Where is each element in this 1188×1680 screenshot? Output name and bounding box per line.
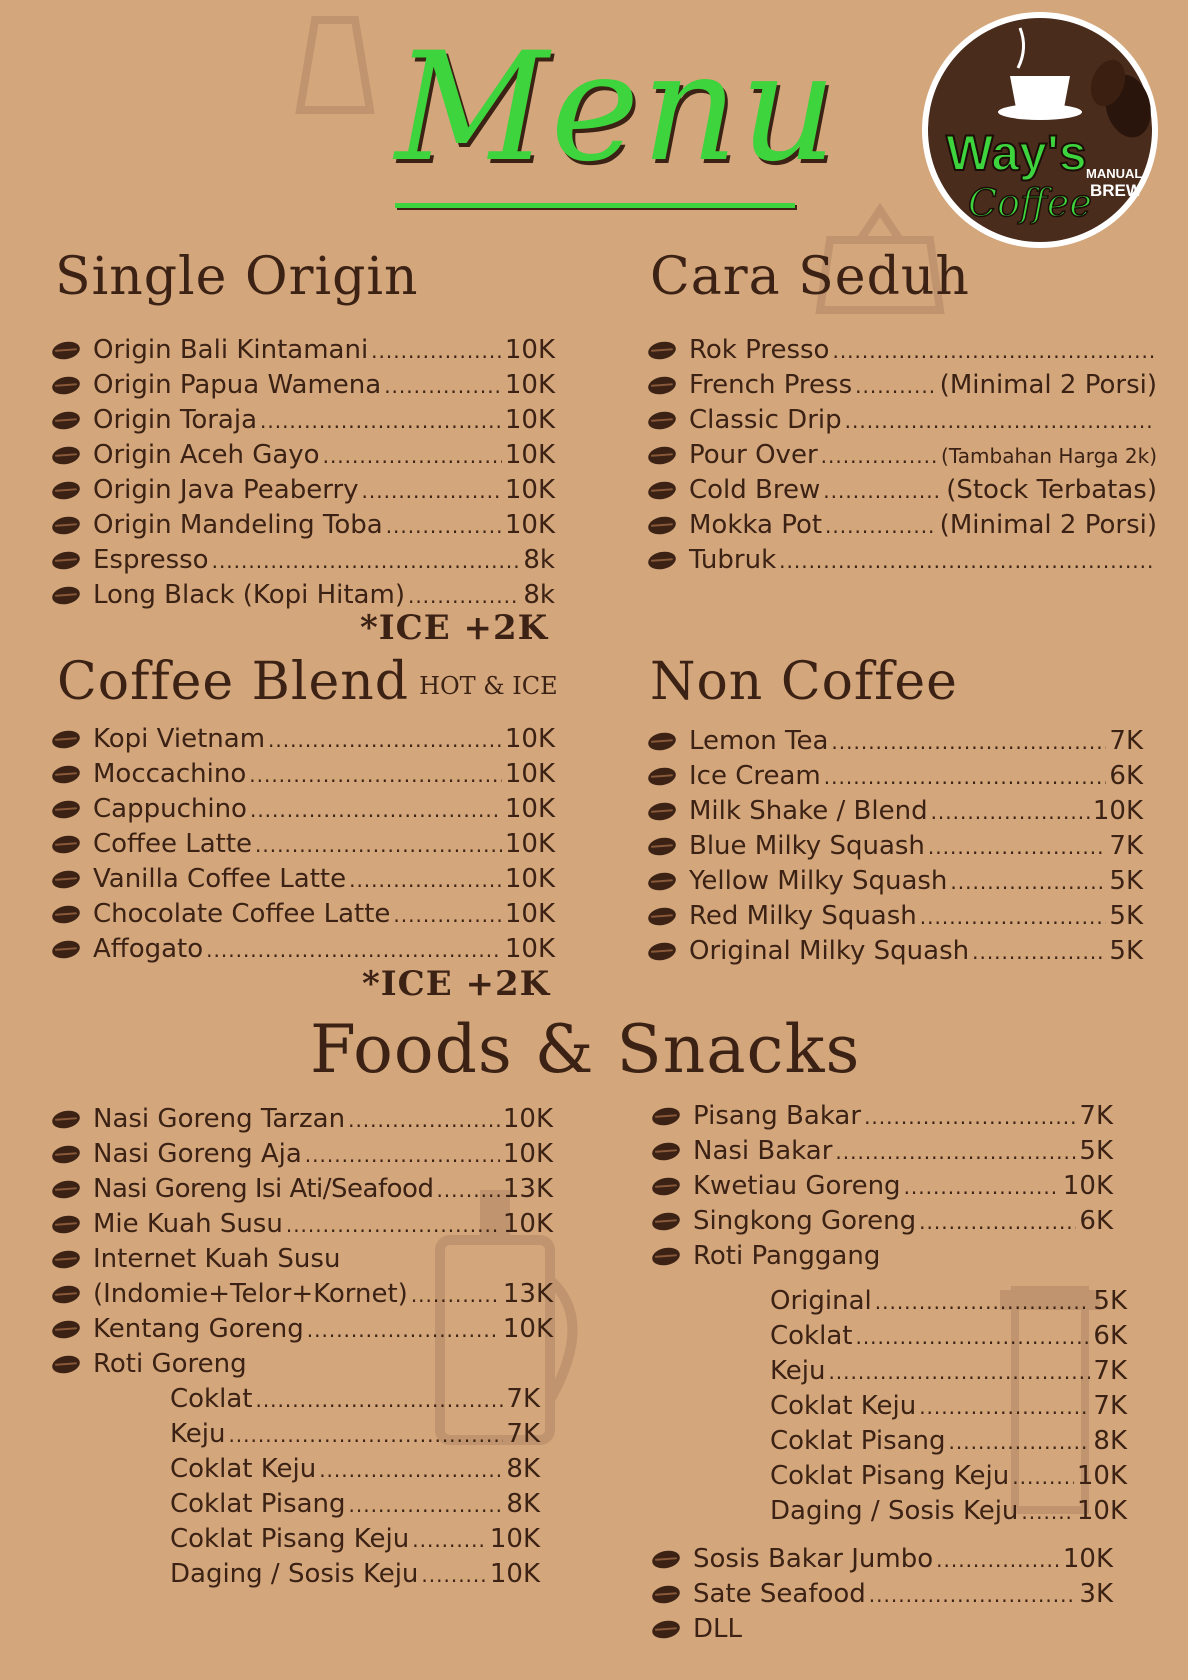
menu-subitem xyxy=(770,1459,1127,1494)
dot-leader xyxy=(307,1313,500,1348)
dot-leader xyxy=(828,1355,1090,1390)
item-name: Origin Mandeling Toba xyxy=(93,510,383,540)
menu-item xyxy=(93,403,555,438)
item-name: Espresso xyxy=(93,545,209,575)
dot-leader xyxy=(928,830,1107,865)
single-origin-list xyxy=(93,333,555,613)
coffee-bean-icon xyxy=(51,514,82,536)
menu-item xyxy=(93,543,555,578)
dot-leader xyxy=(835,1135,1076,1170)
item-price: 7K xyxy=(1093,1356,1127,1386)
item-name: French Press xyxy=(689,370,853,400)
dot-leader xyxy=(206,933,502,968)
item-name: Affogato xyxy=(93,934,204,964)
coffee-bean-icon xyxy=(51,409,82,431)
menu-item xyxy=(93,827,555,862)
item-name: Cappuchino xyxy=(93,794,247,824)
item-name: Red Milky Squash xyxy=(689,901,917,931)
menu-item xyxy=(693,1134,1113,1169)
menu-item xyxy=(93,1347,553,1382)
dot-leader xyxy=(362,474,502,509)
item-name: Tubruk xyxy=(689,545,777,575)
coffee-bean-icon xyxy=(651,1548,682,1570)
coffee-bean-icon xyxy=(647,549,678,571)
item-name: Origin Toraja xyxy=(93,405,257,435)
dot-leader xyxy=(436,1173,499,1208)
menu-item xyxy=(693,1099,1113,1134)
item-note: (Tambahan Harga 2k) xyxy=(941,444,1157,468)
item-price: 6K xyxy=(1079,1206,1113,1236)
dot-leader xyxy=(864,1100,1076,1135)
dot-leader xyxy=(393,898,501,933)
coffee-bean-icon xyxy=(651,1210,682,1232)
item-name: Mokka Pot xyxy=(689,510,823,540)
item-name: Coklat xyxy=(170,1384,253,1414)
item-name: Vanilla Coffee Latte xyxy=(93,864,347,894)
item-name: Blue Milky Squash xyxy=(689,831,925,861)
item-name: Nasi Bakar xyxy=(693,1136,833,1166)
menu-item xyxy=(689,724,1143,759)
menu-item xyxy=(689,864,1143,899)
dot-leader xyxy=(936,1543,1060,1578)
coffee-bean-icon xyxy=(647,870,678,892)
item-price: 5K xyxy=(1079,1136,1113,1166)
item-name: Sate Seafood xyxy=(693,1579,866,1609)
item-name: Nasi Goreng Aja xyxy=(93,1139,302,1169)
item-note: (Stock Terbatas) xyxy=(946,475,1157,505)
coffee-bean-icon xyxy=(647,444,678,466)
menu-subitem xyxy=(770,1284,1127,1319)
item-name: DLL xyxy=(693,1614,742,1644)
item-name: Daging / Sosis Keju xyxy=(770,1496,1019,1526)
menu-item xyxy=(93,1207,553,1242)
coffee-bean-icon xyxy=(51,938,82,960)
coffee-blend-list xyxy=(93,722,555,967)
coffee-bean-icon xyxy=(51,479,82,501)
menu-subitem xyxy=(170,1452,540,1487)
menu-item xyxy=(689,403,1157,438)
coffee-bean-icon xyxy=(647,339,678,361)
menu-subitem xyxy=(170,1522,540,1557)
coffee-blend-subtitle: HOT & ICE xyxy=(419,671,558,700)
dot-leader xyxy=(268,723,502,758)
item-price: 6K xyxy=(1109,761,1143,791)
menu-item xyxy=(93,722,555,757)
menu-item xyxy=(93,438,555,473)
item-price: 10K xyxy=(1062,1171,1113,1201)
menu-subitem xyxy=(170,1557,540,1592)
non-coffee-list xyxy=(689,724,1143,969)
dot-leader xyxy=(904,1170,1060,1205)
item-name: Origin Java Peaberry xyxy=(93,475,359,505)
item-name: Kentang Goreng xyxy=(93,1314,304,1344)
menu-item xyxy=(93,368,555,403)
item-price: 10K xyxy=(1076,1496,1127,1526)
menu-item xyxy=(93,1277,553,1312)
dot-leader xyxy=(845,404,1154,439)
item-name: Internet Kuah Susu xyxy=(93,1244,341,1274)
coffee-bean-icon xyxy=(647,800,678,822)
item-name: Lemon Tea xyxy=(689,726,829,756)
dot-leader xyxy=(411,1278,500,1313)
coffee-bean-icon xyxy=(647,730,678,752)
item-name: Coklat Pisang Keju xyxy=(170,1524,410,1554)
item-price: 5K xyxy=(1109,866,1143,896)
dot-leader xyxy=(831,725,1106,760)
item-price: 10K xyxy=(502,1104,553,1134)
coffee-bean-icon xyxy=(651,1140,682,1162)
item-price: 5K xyxy=(1109,936,1143,966)
coffee-bean-icon xyxy=(51,1178,82,1200)
item-price: 10K xyxy=(489,1524,540,1554)
item-name: Coklat Pisang Keju xyxy=(770,1461,1010,1491)
dot-leader xyxy=(386,509,502,544)
dot-leader xyxy=(412,1523,487,1558)
item-name: Coklat xyxy=(770,1321,853,1351)
coffee-bean-icon xyxy=(651,1618,682,1640)
item-price: 10K xyxy=(504,510,555,540)
item-price: 10K xyxy=(504,759,555,789)
dot-leader xyxy=(228,1418,503,1453)
menu-item xyxy=(93,932,555,967)
item-name: Original Milky Squash xyxy=(689,936,970,966)
menu-subitem xyxy=(170,1487,540,1522)
dot-leader xyxy=(931,795,1090,830)
dot-leader xyxy=(255,828,502,863)
item-price: 10K xyxy=(504,370,555,400)
item-price: 7K xyxy=(506,1419,540,1449)
coffee-bean-icon xyxy=(651,1175,682,1197)
foods-left-list xyxy=(93,1102,553,1382)
item-price: 10K xyxy=(504,335,555,365)
item-price: 5K xyxy=(1093,1286,1127,1316)
item-price: 13K xyxy=(502,1174,553,1204)
single-origin-ice-note: *ICE +2K xyxy=(360,608,549,648)
item-price: 10K xyxy=(504,864,555,894)
dot-leader xyxy=(779,544,1154,579)
item-price: 8k xyxy=(523,545,555,575)
menu-item xyxy=(693,1577,1113,1612)
coffee-bean-icon xyxy=(647,409,678,431)
menu-item xyxy=(689,934,1143,969)
menu-item xyxy=(93,897,555,932)
dot-leader xyxy=(825,509,937,544)
item-price: 10K xyxy=(504,475,555,505)
item-name: Keju xyxy=(170,1419,226,1449)
item-name: Ice Cream xyxy=(689,761,821,791)
menu-item xyxy=(689,759,1143,794)
logo-text-ways: Way's xyxy=(946,125,1087,181)
item-name: Origin Aceh Gayo xyxy=(93,440,320,470)
item-name: Kwetiau Goreng xyxy=(693,1171,901,1201)
item-price: 10K xyxy=(1092,796,1143,826)
dot-leader xyxy=(323,439,502,474)
item-name: Coklat Pisang xyxy=(170,1489,346,1519)
coffee-bean-icon xyxy=(647,514,678,536)
dot-leader xyxy=(1021,1495,1073,1530)
item-price: 8K xyxy=(506,1454,540,1484)
menu-item xyxy=(93,1137,553,1172)
coffee-bean-icon xyxy=(51,903,82,925)
cara-seduh-title: Cara Seduh xyxy=(650,247,970,307)
item-price: 10K xyxy=(504,724,555,754)
menu-item xyxy=(693,1239,1113,1274)
coffee-bean-icon xyxy=(647,479,678,501)
coffee-bean-icon xyxy=(51,1143,82,1165)
roti-panggang-sublist xyxy=(770,1284,1127,1529)
coffee-bean-icon xyxy=(51,1283,82,1305)
ways-coffee-logo xyxy=(918,8,1162,252)
dot-leader xyxy=(260,404,502,439)
menu-item xyxy=(693,1169,1113,1204)
item-name: Keju xyxy=(770,1356,826,1386)
item-name: Classic Drip xyxy=(689,405,842,435)
item-name: Original xyxy=(770,1286,872,1316)
item-price: 7K xyxy=(506,1384,540,1414)
item-name: Origin Papua Wamena xyxy=(93,370,382,400)
item-price: 7K xyxy=(1093,1391,1127,1421)
coffee-bean-icon xyxy=(647,765,678,787)
item-name: Chocolate Coffee Latte xyxy=(93,899,391,929)
coffee-bean-icon xyxy=(51,868,82,890)
item-name: Pour Over xyxy=(689,440,818,470)
dot-leader xyxy=(421,1558,486,1593)
coffee-bean-icon xyxy=(651,1105,682,1127)
item-price: 10K xyxy=(504,405,555,435)
menu-item xyxy=(93,757,555,792)
item-name: Coklat Keju xyxy=(770,1391,917,1421)
item-name: (Indomie+Telor+Kornet) xyxy=(93,1279,408,1309)
item-price: 10K xyxy=(502,1139,553,1169)
item-name: Cold Brew xyxy=(689,475,821,505)
item-note: (Minimal 2 Porsi) xyxy=(939,510,1157,540)
item-price: 8K xyxy=(1093,1426,1127,1456)
coffee-bean-icon xyxy=(51,444,82,466)
dot-leader xyxy=(875,1285,1091,1320)
item-name: Nasi Goreng Isi Ati/Seafood xyxy=(93,1174,434,1204)
cara-seduh-list xyxy=(689,333,1157,578)
dot-leader xyxy=(920,900,1107,935)
item-name: Moccachino xyxy=(93,759,247,789)
item-name: Mie Kuah Susu xyxy=(93,1209,283,1239)
item-name: Origin Bali Kintamani xyxy=(93,335,369,365)
item-price: 7K xyxy=(1109,726,1143,756)
item-price: 13K xyxy=(502,1279,553,1309)
menu-subitem xyxy=(170,1417,540,1452)
menu-subitem xyxy=(170,1382,540,1417)
logo-badge-brew: BREW xyxy=(1090,181,1142,200)
moka-pot-icon xyxy=(280,0,390,120)
coffee-bean-icon xyxy=(51,374,82,396)
dot-leader xyxy=(919,1390,1090,1425)
item-price: 7K xyxy=(1109,831,1143,861)
item-name: Coffee Latte xyxy=(93,829,253,859)
item-price: 10K xyxy=(504,440,555,470)
title-underline xyxy=(395,203,795,208)
dot-leader xyxy=(855,1320,1090,1355)
menu-item xyxy=(93,473,555,508)
item-price: 10K xyxy=(502,1209,553,1239)
menu-subitem xyxy=(770,1354,1127,1389)
logo-badge-manual: MANUAL xyxy=(1086,166,1143,181)
coffee-bean-icon xyxy=(51,1108,82,1130)
item-price: 10K xyxy=(1062,1544,1113,1574)
coffee-blend-title-text: Coffee Blend xyxy=(57,652,410,712)
dot-leader xyxy=(972,935,1106,970)
logo-text-coffee: Coffee xyxy=(968,181,1092,225)
coffee-blend-title xyxy=(57,650,558,718)
dot-leader xyxy=(823,474,943,509)
coffee-bean-icon xyxy=(51,549,82,571)
dot-leader xyxy=(250,793,502,828)
coffee-bean-icon xyxy=(51,833,82,855)
item-price: 10K xyxy=(504,829,555,859)
coffee-bean-icon xyxy=(51,1353,82,1375)
item-price: 5K xyxy=(1109,901,1143,931)
item-name: Pisang Bakar xyxy=(693,1101,862,1131)
coffee-bean-icon xyxy=(647,905,678,927)
coffee-bean-icon xyxy=(51,798,82,820)
dot-leader xyxy=(949,1425,1091,1460)
menu-item xyxy=(93,792,555,827)
item-name: Coklat Pisang xyxy=(770,1426,946,1456)
menu-item xyxy=(689,829,1143,864)
menu-item xyxy=(689,899,1143,934)
item-price: 10K xyxy=(489,1559,540,1589)
non-coffee-title: Non Coffee xyxy=(650,652,958,712)
menu-item xyxy=(689,508,1157,543)
menu-title: Menu xyxy=(395,21,839,195)
single-origin-title: Single Origin xyxy=(55,247,419,307)
dot-leader xyxy=(824,760,1107,795)
item-price: 8K xyxy=(506,1489,540,1519)
menu-item xyxy=(693,1542,1113,1577)
coffee-bean-icon xyxy=(51,339,82,361)
dot-leader xyxy=(919,1205,1076,1240)
dot-leader xyxy=(212,544,521,579)
item-name: Yellow Milky Squash xyxy=(689,866,948,896)
dot-leader xyxy=(249,758,502,793)
item-name: Coklat Keju xyxy=(170,1454,317,1484)
item-name: Singkong Goreng xyxy=(693,1206,917,1236)
item-price: 3K xyxy=(1079,1579,1113,1609)
menu-item xyxy=(689,543,1157,578)
item-name: Kopi Vietnam xyxy=(93,724,266,754)
item-name: Roti Panggang xyxy=(693,1241,881,1271)
roti-goreng-sublist xyxy=(170,1382,540,1592)
menu-item xyxy=(689,794,1143,829)
item-name: Nasi Goreng Tarzan xyxy=(93,1104,346,1134)
menu-subitem xyxy=(770,1389,1127,1424)
item-price: 8k xyxy=(523,580,555,610)
item-note: (Minimal 2 Porsi) xyxy=(939,370,1157,400)
coffee-bean-icon xyxy=(647,940,678,962)
foods-right-list xyxy=(693,1099,1113,1274)
menu-item xyxy=(93,1172,553,1207)
dot-leader xyxy=(349,863,502,898)
item-price: 10K xyxy=(1076,1461,1127,1491)
menu-item xyxy=(693,1612,1113,1647)
dot-leader xyxy=(855,369,937,404)
item-price: 7K xyxy=(1079,1101,1113,1131)
coffee-bean-icon xyxy=(51,763,82,785)
dot-leader xyxy=(305,1138,500,1173)
menu-item xyxy=(93,1102,553,1137)
menu-subitem xyxy=(770,1494,1127,1529)
dot-leader xyxy=(286,1208,500,1243)
coffee-bean-icon xyxy=(647,835,678,857)
coffee-bean-icon xyxy=(51,1213,82,1235)
menu-item xyxy=(689,438,1157,473)
menu-item xyxy=(689,473,1157,508)
menu-item xyxy=(689,368,1157,403)
menu-subitem xyxy=(770,1424,1127,1459)
dot-leader xyxy=(371,334,502,369)
item-price: 6K xyxy=(1093,1321,1127,1351)
item-name: Long Black (Kopi Hitam) xyxy=(93,580,405,610)
foods-snacks-title: Foods & Snacks xyxy=(310,1011,861,1088)
coffee-bean-icon xyxy=(51,728,82,750)
menu-item xyxy=(693,1204,1113,1239)
dot-leader xyxy=(1012,1460,1074,1495)
coffee-bean-icon xyxy=(651,1245,682,1267)
item-name: Daging / Sosis Keju xyxy=(170,1559,419,1589)
menu-item xyxy=(93,508,555,543)
coffee-bean-icon xyxy=(51,584,82,606)
dot-leader xyxy=(349,1488,504,1523)
coffee-bean-icon xyxy=(51,1318,82,1340)
coffee-bean-icon xyxy=(647,374,678,396)
menu-item xyxy=(93,333,555,368)
menu-item xyxy=(689,333,1157,368)
dot-leader xyxy=(869,1578,1077,1613)
item-name: Sosis Bakar Jumbo xyxy=(693,1544,934,1574)
dot-leader xyxy=(950,865,1106,900)
dot-leader xyxy=(821,439,938,474)
menu-subitem xyxy=(770,1319,1127,1354)
dot-leader xyxy=(832,334,1154,369)
coffee-bean-icon xyxy=(51,1248,82,1270)
item-name: Rok Presso xyxy=(689,335,830,365)
item-price: 10K xyxy=(504,794,555,824)
menu-item xyxy=(93,1312,553,1347)
item-name: Milk Shake / Blend xyxy=(689,796,928,826)
coffee-blend-ice-note: *ICE +2K xyxy=(362,964,551,1004)
item-price: 10K xyxy=(504,899,555,929)
dot-leader xyxy=(319,1453,503,1488)
menu-item xyxy=(93,862,555,897)
item-price: 10K xyxy=(504,934,555,964)
dot-leader xyxy=(348,1103,500,1138)
item-price: 10K xyxy=(502,1314,553,1344)
dot-leader xyxy=(255,1383,503,1418)
menu-item xyxy=(93,1242,553,1277)
dot-leader xyxy=(384,369,502,404)
foods-right-bottom-list xyxy=(693,1542,1113,1647)
item-name: Roti Goreng xyxy=(93,1349,247,1379)
coffee-bean-icon xyxy=(651,1583,682,1605)
